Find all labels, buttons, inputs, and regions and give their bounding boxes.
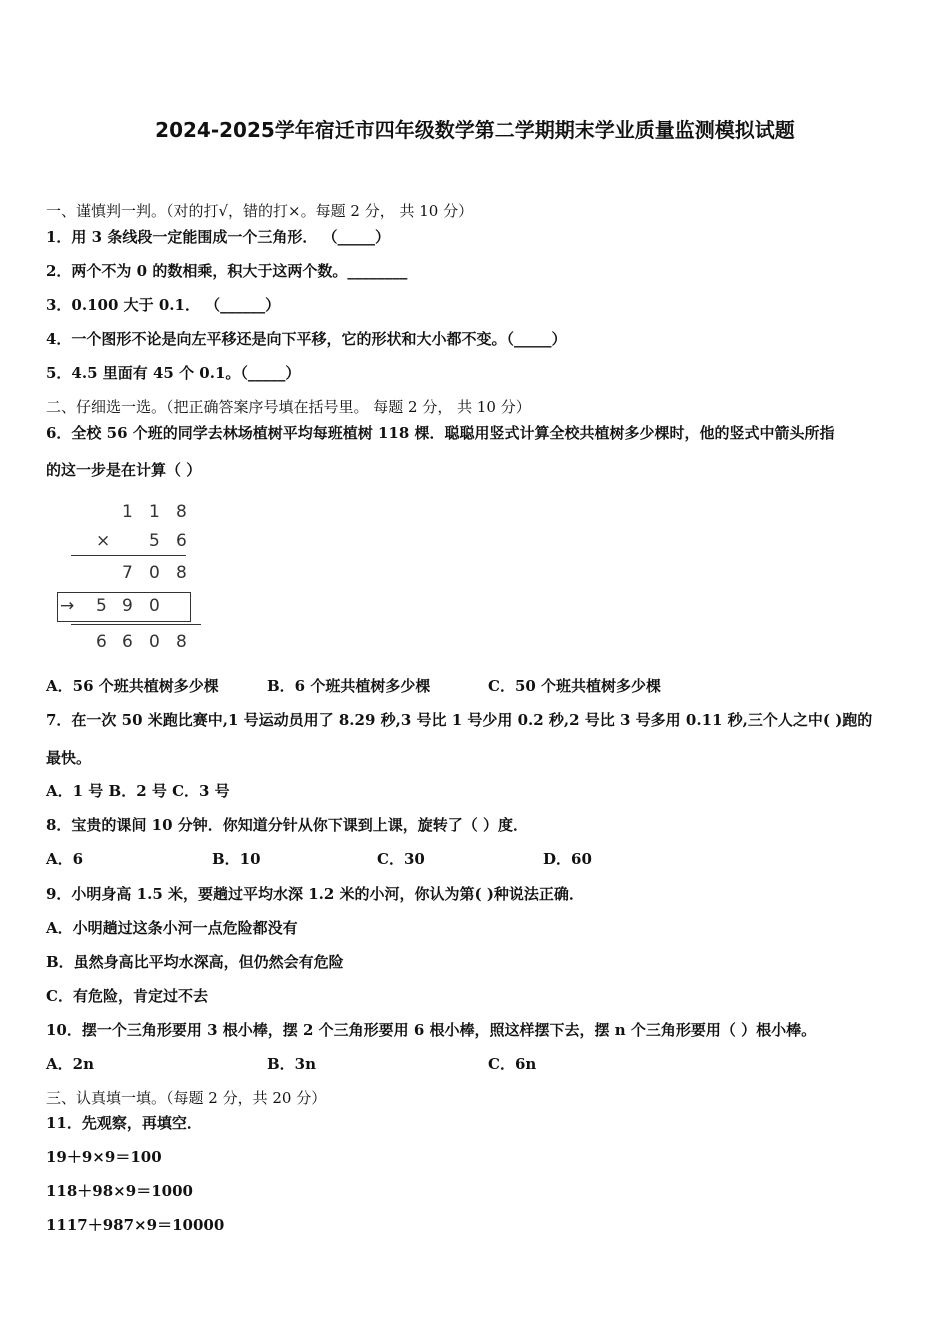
section-3-heading: 三、认真填一填。（每题 2 分，共 20 分） — [46, 1089, 327, 1107]
section-1-heading: 一、谨慎判一判。（对的打√，错的打×。每题 2 分， 共 10 分） — [46, 202, 474, 220]
question-3: 3．0.100 大于 0.1． （______） — [46, 296, 281, 314]
q8-option-b: B．10 — [212, 850, 261, 868]
calc-digit: 5 — [96, 596, 107, 616]
q6-option-c: C．50 个班共植树多少棵 — [488, 677, 662, 695]
question-5: 5．4.5 里面有 45 个 0.1。（_____） — [46, 364, 301, 382]
page-title: 2024-2025学年宿迁市四年级数学第二学期期末学业质量监测模拟试题 — [155, 118, 795, 142]
question-6-line-1: 6．全校 56 个班的同学去林场植树平均每班植树 118 棵．聪聪用竖式计算全校共植树多少棵时，他的竖式中箭头所指 — [46, 424, 835, 442]
q9-option-c: C．有危险，肯定过不去 — [46, 987, 208, 1005]
question-8: 8．宝贵的课间 10 分钟．你知道分针从你下课到上课，旋转了（ ）度． — [46, 816, 528, 834]
calc-digit: 6 — [176, 531, 187, 551]
question-7-line-2: 最快。 — [46, 749, 92, 767]
q10-option-a: A．2n — [46, 1055, 94, 1073]
calc-digit: 1 — [149, 502, 160, 522]
question-2: 2．两个不为 0 的数相乘，积大于这两个数。________ — [46, 262, 408, 280]
q8-option-a: A．6 — [46, 850, 84, 868]
question-10: 10．摆一个三角形要用 3 根小棒，摆 2 个三角形要用 6 根小棒，照这样摆下去，摆 n 个三角形要用（ ）根小棒。 — [46, 1021, 817, 1039]
calc-line — [71, 624, 201, 625]
question-4: 4．一个图形不论是向左平移还是向下平移，它的形状和大小都不变。（_____） — [46, 330, 567, 348]
arrow-icon: → — [60, 596, 75, 616]
q8-option-c: C．30 — [377, 850, 425, 868]
calc-digit: 8 — [176, 632, 187, 652]
calc-digit: 0 — [149, 596, 160, 616]
question-7-line-1: 7．在一次 50 米跑比赛中,1 号运动员用了 8.29 秒,3 号比 1 号少用 0.2 秒,2 号比 3 号多用 0.11 秒,三个人之中( )跑的 — [46, 711, 873, 729]
calc-digit: 0 — [149, 563, 160, 583]
calc-digit: 6 — [96, 632, 107, 652]
question-6-line-2: 的这一步是在计算（ ） — [46, 461, 202, 479]
equation-2: 118＋98×9＝1000 — [46, 1182, 193, 1200]
q6-option-b: B．6 个班共植树多少棵 — [267, 677, 431, 695]
question-9: 9．小明身高 1.5 米，要趟过平均水深 1.2 米的小河，你认为第( )种说法正确． — [46, 885, 584, 903]
question-1: 1．用 3 条线段一定能围成一个三角形． （_____） — [46, 228, 391, 246]
calc-digit: 8 — [176, 563, 187, 583]
multiply-sign: × — [96, 531, 111, 551]
q8-option-d: D．60 — [543, 850, 592, 868]
calc-digit: 1 — [122, 502, 133, 522]
section-2-heading: 二、仔细选一选。（把正确答案序号填在括号里。 每题 2 分， 共 10 分） — [46, 398, 531, 416]
q9-option-b: B．虽然身高比平均水深高，但仍然会有危险 — [46, 953, 344, 971]
q10-option-b: B．3n — [267, 1055, 317, 1073]
q10-option-c: C．6n — [488, 1055, 537, 1073]
equation-1: 19＋9×9＝100 — [46, 1148, 162, 1166]
calc-digit: 7 — [122, 563, 133, 583]
question-11: 11．先观察，再填空． — [46, 1114, 202, 1132]
q9-option-a: A．小明趟过这条小河一点危险都没有 — [46, 919, 298, 937]
vertical-multiplication — [56, 500, 216, 660]
calc-digit: 0 — [149, 632, 160, 652]
q7-options: A．1 号 B．2 号 C．3 号 — [46, 782, 230, 800]
calc-digit: 6 — [122, 632, 133, 652]
calc-digit: 9 — [122, 596, 133, 616]
calc-digit: 5 — [149, 531, 160, 551]
equation-3: 1117＋987×9＝10000 — [46, 1216, 225, 1234]
calc-digit: 8 — [176, 502, 187, 522]
calc-line — [71, 555, 186, 556]
q6-option-a: A．56 个班共植树多少棵 — [46, 677, 219, 695]
